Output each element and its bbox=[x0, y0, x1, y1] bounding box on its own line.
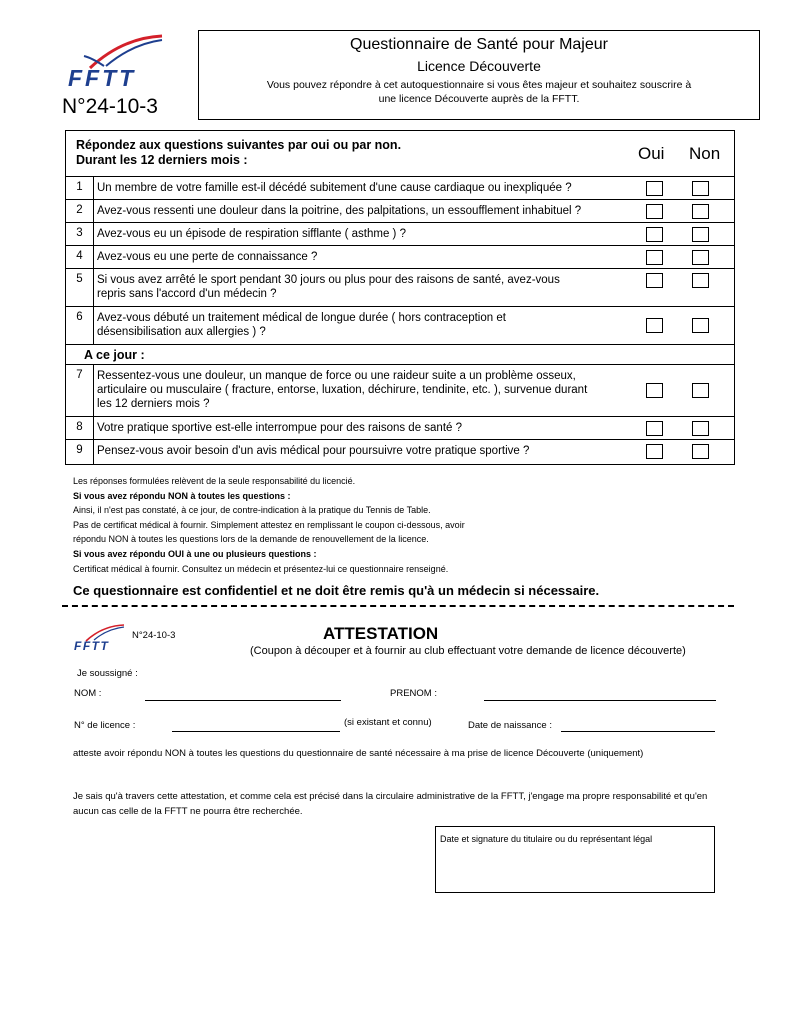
questionnaire-header bbox=[66, 131, 734, 177]
question-row bbox=[66, 365, 734, 417]
licence-label: N° de licence : bbox=[74, 720, 136, 731]
responsibility-note: Les réponses formulées relèvent de la seule responsabilité du licencié. bbox=[73, 476, 356, 486]
oui-checkbox[interactable] bbox=[646, 318, 663, 333]
question-row bbox=[66, 417, 734, 440]
question-number: 6 bbox=[66, 307, 94, 344]
naissance-field[interactable] bbox=[561, 731, 715, 732]
oui-checkbox[interactable] bbox=[646, 250, 663, 265]
section-today-label: A ce jour : bbox=[66, 345, 734, 365]
document-number: N°24-10-3 bbox=[62, 95, 158, 118]
question-number: 4 bbox=[66, 246, 94, 268]
questionnaire-table bbox=[65, 130, 735, 465]
non-checkbox[interactable] bbox=[692, 318, 709, 333]
attestation-statement: atteste avoir répondu NON à toutes les questions du questionnaire de santé nécessaire à ma prise de licence Découverte (uniquement) bbox=[73, 748, 644, 759]
title-box bbox=[198, 30, 760, 120]
question-row bbox=[66, 177, 734, 200]
question-row bbox=[66, 307, 734, 345]
note-line: répondu NON à toutes les questions lors de la demande de renouvellement de la licence. bbox=[73, 534, 429, 545]
question-row bbox=[66, 246, 734, 269]
form-description: Vous pouvez répondre à cet autoquestionnaire si vous êtes majeur et souhaitez souscrire à une licence Découverte auprès de la FFTT. bbox=[266, 79, 692, 105]
nom-label: NOM : bbox=[74, 688, 102, 699]
note-line: Certificat médical à fournir. Consultez un médecin et présentez-lui ce questionnaire renseigné. bbox=[73, 563, 449, 574]
oui-checkbox[interactable] bbox=[646, 181, 663, 196]
prenom-label: PRENOM : bbox=[390, 688, 437, 699]
licence-field[interactable] bbox=[172, 731, 340, 732]
question-text: Avez-vous eu un épisode de respiration sifflante ( asthme ) ? bbox=[97, 228, 406, 240]
non-checkbox[interactable] bbox=[692, 181, 709, 196]
non-checkbox[interactable] bbox=[692, 383, 709, 398]
question-text: Un membre de votre famille est-il décédé subitement d'une cause cardiaque ou inexpliquée ? bbox=[97, 182, 572, 194]
question-text: Avez-vous eu une perte de connaissance ? bbox=[97, 251, 318, 263]
oui-checkbox[interactable] bbox=[646, 444, 663, 459]
prenom-field[interactable] bbox=[484, 700, 716, 701]
question-number: 2 bbox=[66, 200, 94, 222]
note-line: Pas de certificat médical à fournir. Simplement attestez en remplissant le coupon ci-dessous, avoir bbox=[73, 519, 465, 530]
non-checkbox[interactable] bbox=[692, 250, 709, 265]
if-yes-heading: Si vous avez répondu OUI à une ou plusieurs questions : bbox=[73, 548, 317, 559]
question-text: Ressentez-vous une douleur, un manque de force ou une raideur suite a un problème osseux, articulaire ou musculaire ( fracture, entorse, luxation, déchirure, tendinite, etc. ), survenue durant les 12 derniers mois ? bbox=[97, 370, 588, 410]
nom-field[interactable] bbox=[145, 700, 341, 701]
question-row bbox=[66, 223, 734, 246]
notes-block bbox=[73, 474, 465, 576]
oui-checkbox[interactable] bbox=[646, 421, 663, 436]
licence-note: (si existant et connu) bbox=[344, 717, 432, 728]
period-label: Durant les 12 derniers mois : bbox=[76, 153, 248, 167]
soussigne-label: Je soussigné : bbox=[77, 668, 138, 679]
question-number: 5 bbox=[66, 269, 94, 306]
attestation-title: ATTESTATION bbox=[323, 624, 439, 643]
question-text: Pensez-vous avoir besoin d'un avis médical pour poursuivre votre pratique sportive ? bbox=[97, 445, 530, 457]
question-text: Si vous avez arrêté le sport pendant 30 jours ou plus pour des raisons de santé, avez-vous repris sans l'accord d'un médecin ? bbox=[97, 274, 560, 300]
oui-checkbox[interactable] bbox=[646, 383, 663, 398]
if-no-heading: Si vous avez répondu NON à toutes les questions : bbox=[73, 490, 291, 501]
instructions: Répondez aux questions suivantes par oui ou par non. bbox=[76, 138, 402, 152]
non-column-header: Non bbox=[689, 144, 721, 163]
signature-label: Date et signature du titulaire ou du représentant légal bbox=[440, 834, 653, 844]
question-number: 1 bbox=[66, 177, 94, 199]
question-row bbox=[66, 440, 734, 464]
note-line: Ainsi, il n'est pas constaté, à ce jour, de contre-indication à la pratique du Tennis de Table. bbox=[73, 505, 431, 516]
oui-column-header: Oui bbox=[638, 144, 665, 163]
attestation-document-number: N°24-10-3 bbox=[132, 630, 176, 641]
non-checkbox[interactable] bbox=[692, 273, 709, 288]
cut-line bbox=[62, 605, 734, 607]
svg-text:FFTT: FFTT bbox=[68, 65, 137, 90]
question-row bbox=[66, 200, 734, 223]
non-checkbox[interactable] bbox=[692, 204, 709, 219]
responsibility-statement: Je sais qu'à travers cette attestation, et comme cela est précisé dans la circulaire administrative de la FFTT, j'engage ma propre responsabilité et qu'en aucun cas celle de la FFTT ne pourra être recherchée. bbox=[73, 791, 708, 817]
signature-box[interactable] bbox=[435, 826, 715, 893]
question-text: Avez-vous ressenti une douleur dans la poitrine, des palpitations, un essoufflement inhabituel ? bbox=[97, 205, 582, 217]
confidentiality-notice: Ce questionnaire est confidentiel et ne doit être remis qu'à un médecin si nécessaire. bbox=[73, 583, 600, 598]
form-title: Questionnaire de Santé pour Majeur bbox=[350, 36, 608, 53]
question-number: 9 bbox=[66, 440, 94, 464]
form-subtitle: Licence Découverte bbox=[417, 58, 541, 74]
question-text: Avez-vous débuté un traitement médical de longue durée ( hors contraception et désensibilisation aux allergies ) ? bbox=[97, 312, 506, 338]
non-checkbox[interactable] bbox=[692, 444, 709, 459]
naissance-label: Date de naissance : bbox=[468, 720, 552, 731]
svg-text:FFTT: FFTT bbox=[74, 639, 110, 652]
oui-checkbox[interactable] bbox=[646, 204, 663, 219]
question-text: Votre pratique sportive est-elle interrompue pour des raisons de santé ? bbox=[97, 422, 463, 434]
non-checkbox[interactable] bbox=[692, 421, 709, 436]
oui-checkbox[interactable] bbox=[646, 273, 663, 288]
fftt-logo bbox=[62, 30, 177, 90]
question-number: 7 bbox=[66, 365, 94, 416]
oui-checkbox[interactable] bbox=[646, 227, 663, 242]
question-number: 8 bbox=[66, 417, 94, 439]
coupon-instructions: (Coupon à découper et à fournir au club effectuant votre demande de licence découverte) bbox=[250, 645, 686, 657]
fftt-logo-small bbox=[72, 622, 130, 652]
question-number: 3 bbox=[66, 223, 94, 245]
question-row bbox=[66, 269, 734, 307]
non-checkbox[interactable] bbox=[692, 227, 709, 242]
